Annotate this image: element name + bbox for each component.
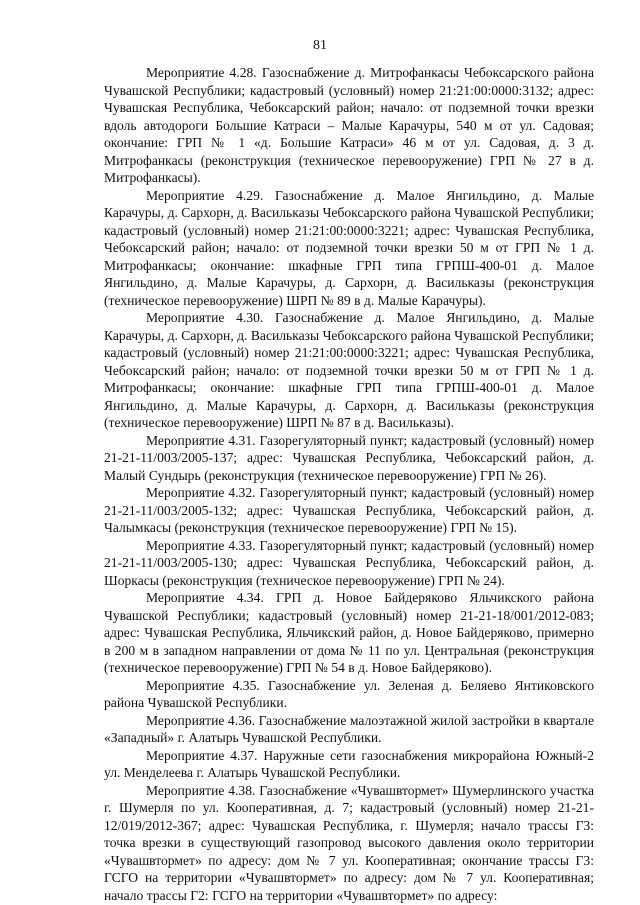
paragraph-measure-4-36: Мероприятие 4.36. Газоснабжение малоэтажной жилой застройки в квартале «Западный» г. Алатырь Чувашской Республики.	[104, 712, 594, 745]
paragraph-measure-4-31: Мероприятие 4.31. Газорегуляторный пункт; кадастровый (условный) номер 21-21-11/003/2005-137; адрес: Чувашская Республика, Чебоксарский район, д. Малый Сундырь (реконструкция (техническое перевооружение) ГРП № 26).	[104, 432, 594, 483]
paragraph-measure-4-33: Мероприятие 4.33. Газорегуляторный пункт; кадастровый (условный) номер 21-21-11/003/2005-130; адрес: Чувашская Республика, Чебоксарский район, д. Шоркасы (реконструкция (техническое перевооружение) ГРП № 24).	[104, 537, 594, 588]
paragraph-measure-4-30: Мероприятие 4.30. Газоснабжение д. Малое Янгильдино, д. Малые Карачуры, д. Сархорн, д. Васильказы Чебоксарского района Чувашской Республики; кадастровый (условный) номер 21:21:00:0000:3221; адрес: Чувашская Республика, Чебоксарский район; начало: от подземной точки врезки 50 м от ГРП № 1 д. Митрофанкасы; окончание: шкафные ГРП типа ГРПШ-400-01 д. Малое Янгильдино, д. Малые Карачуры, д. Сархорн, д. Васильказы (реконструкция (техническое перевооружение) ШРП № 87 в д. Васильказы).	[104, 310, 594, 430]
page-number: 81	[313, 38, 327, 53]
paragraph-measure-4-34: Мероприятие 4.34. ГРП д. Новое Байдеряково Яльчикского района Чувашской Республики; кадастровый (условный) номер 21-21-18/001/2012-083; адрес: Чувашская Республика, Яльчикский район, д. Новое Байдеряково, примерно в 200 м в западном направлении от дома № 11 по ул. Центральная (реконструкция (техническое перевооружение) ГРП № 54 в д. Новое Байдеряково).	[104, 590, 594, 675]
paragraph-measure-4-28: Мероприятие 4.28. Газоснабжение д. Митрофанкасы Чебоксарского района Чувашской Республики; кадастровый (условный) номер 21:21:00:0000:3132; адрес: Чувашская Республика, Чебоксарский район; начало: от подземной точки врезки вдоль автодороги Большие Катраси – Малые Карачуры, 540 м от ул. Садовая; окончание: ГРП № 1 «д. Большие Катраси» 46 м от ул. Садовая, д. 3 д. Митрофанкасы (реконструкция (техническое перевооружение) ГРП № 27 в д. Митрофанкасы).	[104, 65, 594, 185]
paragraph-measure-4-29: Мероприятие 4.29. Газоснабжение д. Малое Янгильдино, д. Малые Карачуры, д. Сархорн, д. Васильказы Чебоксарского района Чувашской Республики; кадастровый (условный) номер 21:21:00:0000:3221; адрес: Чувашская Республика, Чебоксарский район; начало: от подземной точки врезки 50 м от ГРП № 1 д. Митрофанкасы; окончание: шкафные ГРП типа ГРПШ-400-01 д. Малое Янгильдино, д. Малые Карачуры, д. Сархорн, д. Васильказы (реконструкция (техническое перевооружение) ШРП № 89 в д. Малые Карачуры).	[104, 187, 594, 308]
document-body	[104, 64, 594, 904]
paragraph-measure-4-38: Мероприятие 4.38. Газоснабжение «Чувашвтормет» Шумерлинского участка г. Шумерля по ул. Кооперативная, д. 7; кадастровый (условный) номер 21-21-12/019/2012-367; адрес: Чувашская Республика, г. Шумерля; начало трассы Г3: точка врезки в существующий газопровод высокого давления около территории «Чувашвтормет» по адресу: дом № 7 ул. Кооперативная; окончание трассы Г3: ГСГО на территории «Чувашвтормет» по адресу: дом № 7 ул. Кооперативная; начало трассы Г2: ГСГО на территории «Чувашвтормет» по адресу:	[104, 782, 594, 903]
paragraph-measure-4-32: Мероприятие 4.32. Газорегуляторный пункт; кадастровый (условный) номер 21-21-11/003/2005-132; адрес: Чувашская Республика, Чебоксарский район, д. Чалымкасы (реконструкция (техническое перевооружение) ГРП № 15).	[104, 485, 594, 535]
paragraph-measure-4-37: Мероприятие 4.37. Наружные сети газоснабжения микрорайона Южный-2 ул. Менделеева г. Алатырь Чувашской Республики.	[104, 747, 594, 780]
paragraph-measure-4-35: Мероприятие 4.35. Газоснабжение ул. Зеленая д. Беляево Янтиковского района Чувашской Республики.	[104, 677, 594, 710]
